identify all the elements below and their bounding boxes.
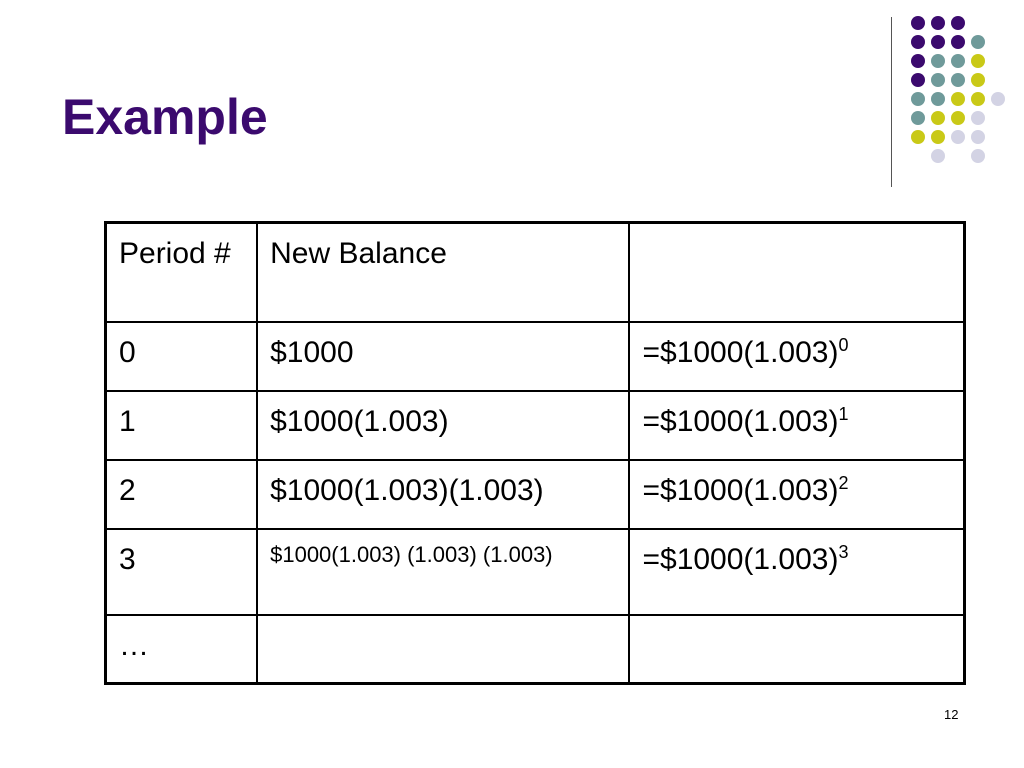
- decorative-dot: [951, 130, 965, 144]
- decorative-dot-grid: [0, 0, 1024, 200]
- decorative-dot: [911, 111, 925, 125]
- cell-period: 1: [106, 391, 258, 460]
- cell-balance: $1000: [257, 322, 629, 391]
- cell-balance: $1000(1.003) (1.003) (1.003): [257, 529, 629, 615]
- header-period: Period #: [106, 223, 258, 322]
- decorative-dot: [911, 92, 925, 106]
- slide-title: Example: [62, 89, 268, 145]
- exponent: 1: [838, 403, 849, 424]
- cell-period: 2: [106, 460, 258, 529]
- decorative-dot: [931, 111, 945, 125]
- decorative-dot: [951, 16, 965, 30]
- table-row: [106, 322, 965, 391]
- cell-period: 3: [106, 529, 258, 615]
- decorative-dot: [931, 92, 945, 106]
- decorative-dot: [971, 111, 985, 125]
- cell-formula: $=\$1000(1.003)^3$: [629, 529, 964, 615]
- decorative-dot: [911, 35, 925, 49]
- decorative-dot: [931, 54, 945, 68]
- exponent: 2: [838, 472, 849, 493]
- table-row: [106, 529, 965, 615]
- cell-formula: $=\$1000(1.003)^0$: [629, 322, 964, 391]
- cell-period: 0: [106, 322, 258, 391]
- cell-formula: $=\$1000(1.003)^2$: [629, 460, 964, 529]
- decorative-dot: [951, 73, 965, 87]
- cell-balance: $1000(1.003)(1.003): [257, 460, 629, 529]
- balance-table: [104, 221, 966, 685]
- decorative-dot: [971, 149, 985, 163]
- decorative-dot: [951, 54, 965, 68]
- decorative-dot: [911, 73, 925, 87]
- cell-formula: $=\$1000(1.003)^1$: [629, 391, 964, 460]
- decorative-dot: [911, 16, 925, 30]
- header-new-balance: New Balance: [257, 223, 629, 322]
- table-row: [106, 391, 965, 460]
- decorative-dot: [931, 73, 945, 87]
- cell-period: …: [106, 615, 258, 684]
- table-header-row: [106, 223, 965, 322]
- decorative-dot: [951, 111, 965, 125]
- decorative-dot: [931, 130, 945, 144]
- exponent: 3: [838, 541, 849, 562]
- decorative-dot: [971, 92, 985, 106]
- table-row: [106, 460, 965, 529]
- page-number: 12: [944, 707, 959, 722]
- decorative-dot: [931, 16, 945, 30]
- header-empty: [629, 223, 964, 322]
- decorative-dot: [971, 73, 985, 87]
- decorative-dot: [951, 35, 965, 49]
- cell-balance: [257, 615, 629, 684]
- decorative-dot: [931, 35, 945, 49]
- decorative-dot: [971, 35, 985, 49]
- decorative-dot: [911, 130, 925, 144]
- table-row: [106, 615, 965, 684]
- decorative-dot: [971, 130, 985, 144]
- decorative-dot: [951, 92, 965, 106]
- decorative-dot: [991, 92, 1005, 106]
- cell-formula: [629, 615, 964, 684]
- exponent: 0: [838, 334, 849, 355]
- decorative-dot: [971, 54, 985, 68]
- decorative-dot: [931, 149, 945, 163]
- cell-balance: $1000(1.003): [257, 391, 629, 460]
- decorative-dot: [911, 54, 925, 68]
- divider-line: [891, 17, 892, 187]
